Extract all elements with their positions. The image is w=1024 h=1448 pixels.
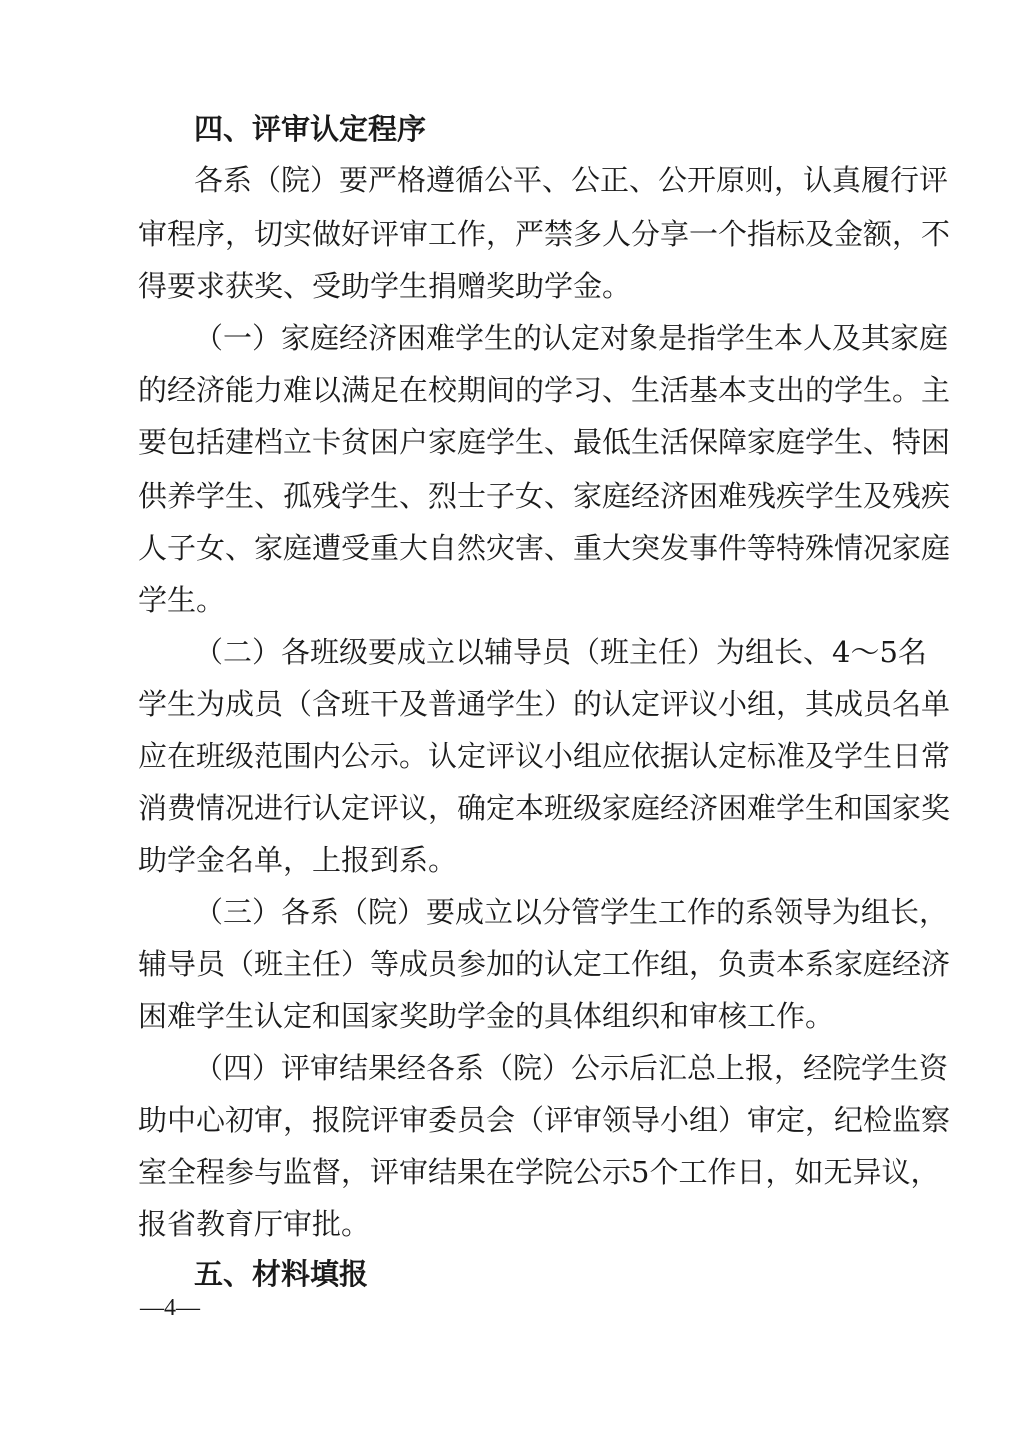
paragraph-line: 要包括建档立卡贫困户家庭学生、最低生活保障家庭学生、特困 (138, 425, 951, 459)
paragraph-line: 学生。 (138, 583, 226, 617)
page-number: —4— (140, 1295, 200, 1321)
section-heading-4: 四、评审认定程序 (194, 112, 427, 146)
paragraph-line: 供养学生、孤残学生、烈士子女、家庭经济困难残疾学生及残疾 (138, 479, 951, 513)
paragraph-line: 辅导员（班主任）等成员参加的认定工作组，负责本系家庭经济 (138, 947, 951, 981)
paragraph-line: 审程序，切实做好评审工作，严禁多人分享一个指标及金额，不 (138, 217, 951, 251)
paragraph-line: 助中心初审，报院评审委员会（评审领导小组）审定，纪检监察 (138, 1103, 951, 1137)
paragraph-line: 学生为成员（含班干及普通学生）的认定评议小组，其成员名单 (138, 687, 951, 721)
paragraph-line: 的经济能力难以满足在校期间的学习、生活基本支出的学生。主 (138, 373, 951, 407)
paragraph-line: 困难学生认定和国家奖助学金的具体组织和审核工作。 (138, 999, 835, 1033)
section-heading-5: 五、材料填报 (194, 1257, 369, 1291)
paragraph-line: 消费情况进行认定评议，确定本班级家庭经济困难学生和国家奖 (138, 791, 951, 825)
paragraph-line: 各系（院）要严格遵循公平、公正、公开原则，认真履行评 (194, 163, 949, 197)
paragraph-line: 应在班级范围内公示。认定评议小组应依据认定标准及学生日常 (138, 739, 951, 773)
paragraph-line: （三）各系（院）要成立以分管学生工作的系领导为组长， (194, 895, 949, 929)
paragraph-line: （一）家庭经济困难学生的认定对象是指学生本人及其家庭 (194, 321, 949, 355)
paragraph-line: 得要求获奖、受助学生捐赠奖助学金。 (138, 269, 632, 303)
paragraph-line: （二）各班级要成立以辅导员（班主任）为组长、4～5名 (194, 635, 927, 669)
paragraph-line: 人子女、家庭遭受重大自然灾害、重大突发事件等特殊情况家庭 (138, 531, 951, 565)
paragraph-line: 室全程参与监督，评审结果在学院公示5个工作日，如无异议， (138, 1155, 940, 1189)
paragraph-line: 助学金名单，上报到系。 (138, 843, 458, 877)
paragraph-line: （四）评审结果经各系（院）公示后汇总上报，经院学生资 (194, 1051, 949, 1085)
paragraph-line: 报省教育厅审批。 (138, 1207, 371, 1241)
